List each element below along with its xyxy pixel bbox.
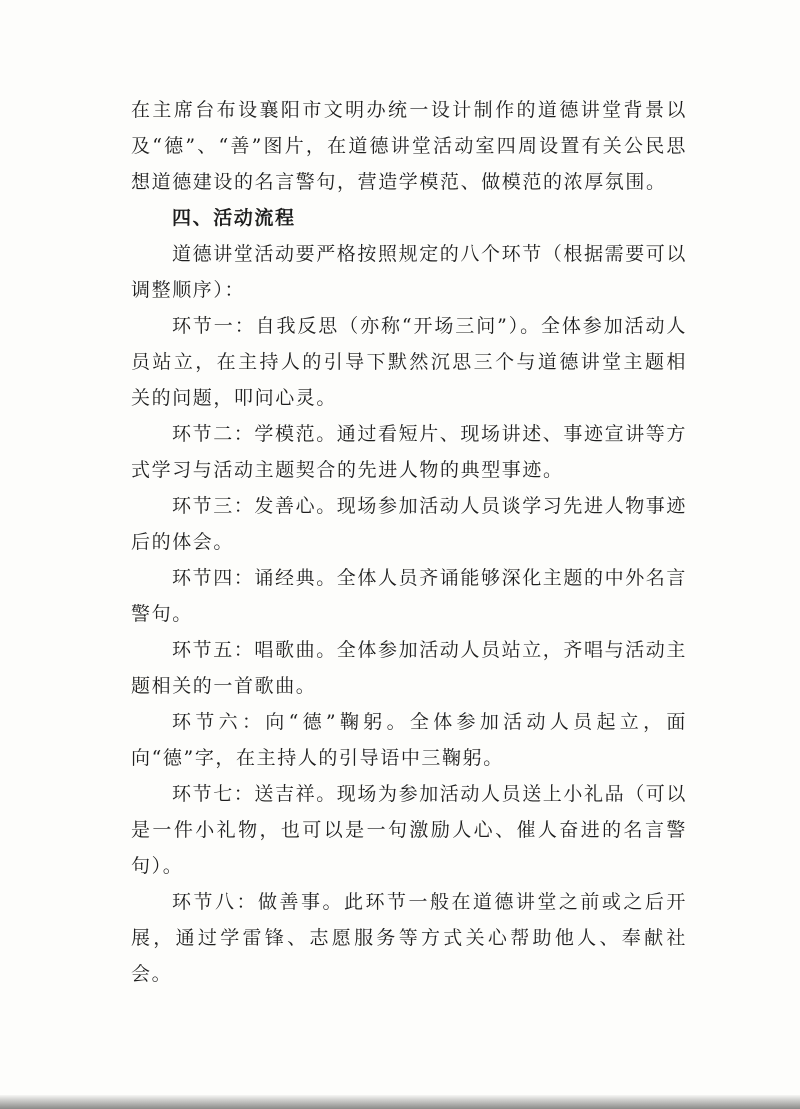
section-intro-paragraph: 道德讲堂活动要严格按照规定的八个环节（根据需要可以调整顺序）： [131, 243, 688, 301]
step-8-paragraph: 环节八：做善事。此环节一般在道德讲堂之前或之后开展，通过学雷锋、志愿服务等方式关心帮助他人、奉献社会。 [131, 891, 687, 985]
document-body [131, 92, 687, 992]
step-3-paragraph: 环节三：发善心。现场参加活动人员谈学习先进人物事迹后的体会。 [131, 495, 688, 553]
step-6-paragraph: 环节六：向“德”鞠躬。全体参加活动人员起立，面向“德”字，在主持人的引导语中三鞠躬。 [131, 711, 687, 769]
step-4-paragraph: 环节四：诵经典。全体人员齐诵能够深化主题的中外名言警句。 [131, 567, 688, 625]
step-2-paragraph: 环节二：学模范。通过看短片、现场讲述、事迹宣讲等方式学习与活动主题契合的先进人物的典型事迹。 [131, 423, 688, 481]
scan-bottom-edge [0, 1095, 800, 1109]
intro-paragraph: 在主席台布设襄阳市文明办统一设计制作的道德讲堂背景以及“德”、“善”图片，在道德讲堂活动室四周设置有关公民思想道德建设的名言警句，营造学模范、做模范的浓厚氛围。 [131, 99, 687, 193]
step-1-paragraph: 环节一：自我反思（亦称“开场三问”）。全体参加活动人员站立，在主持人的引导下默然沉思三个与道德讲堂主题相关的问题，叩问心灵。 [131, 315, 687, 409]
section-heading: 四、活动流程 [172, 207, 296, 229]
step-7-paragraph: 环节七：送吉祥。现场为参加活动人员送上小礼品（可以是一件小礼物，也可以是一句激励人心、催人奋进的名言警句）。 [131, 783, 688, 877]
step-5-paragraph: 环节五：唱歌曲。全体参加活动人员站立，齐唱与活动主题相关的一首歌曲。 [131, 639, 688, 697]
